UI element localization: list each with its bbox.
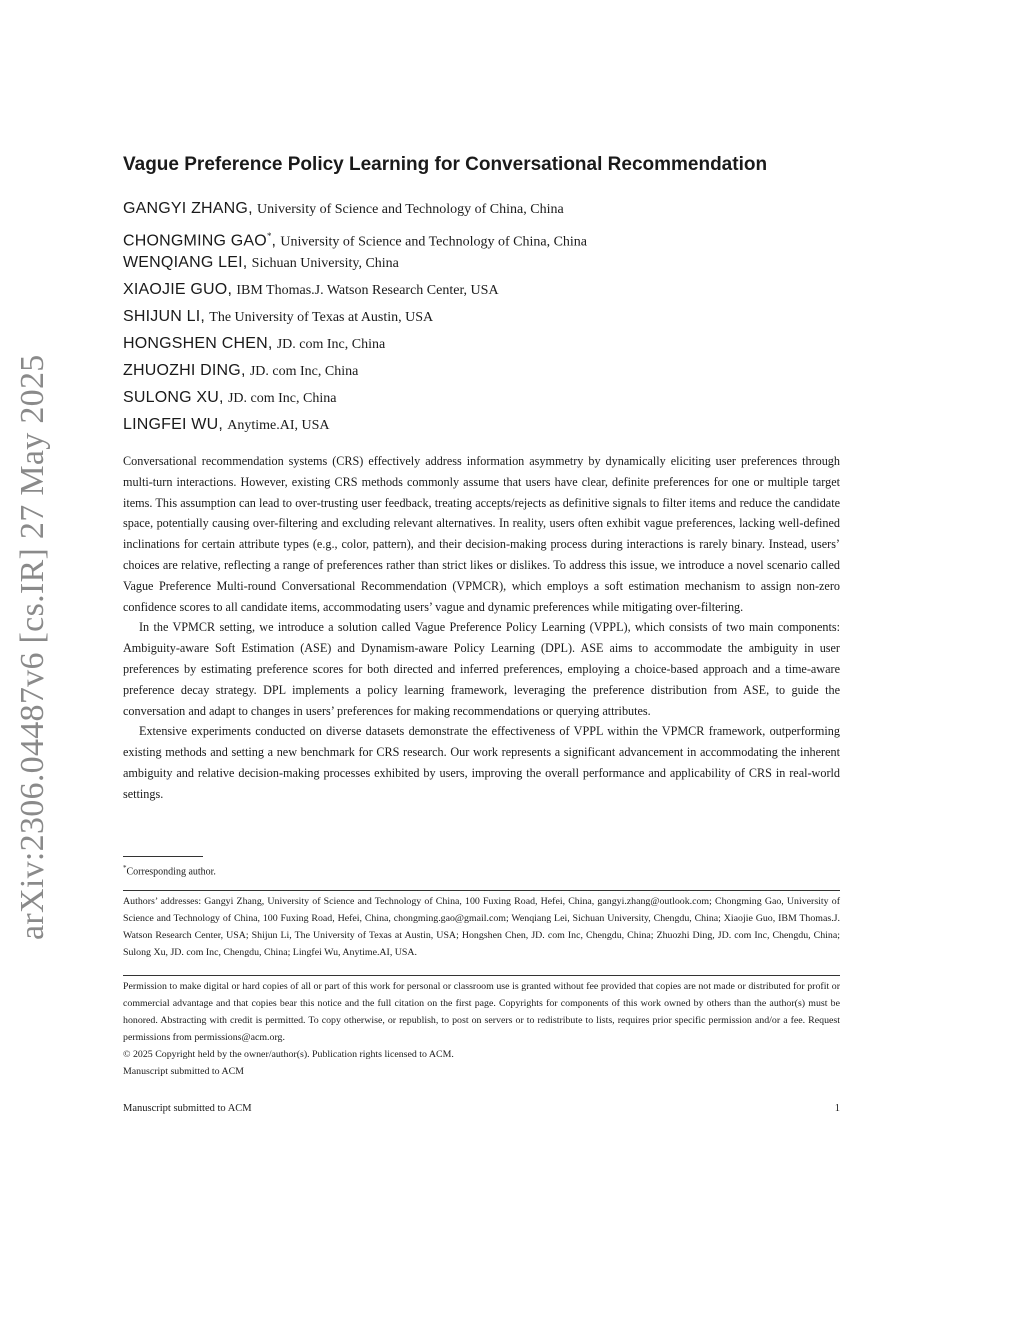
author-affiliation: JD. com Inc, China <box>249 364 359 379</box>
footnote-divider <box>123 856 203 857</box>
corresponding-author-footnote <box>123 861 216 879</box>
permissions-block <box>123 978 840 1080</box>
abstract-paragraph: Conversational recommendation systems (CRS) effectively address information asymmetry by dynamically eliciting user preferences through multi-turn interactions. However, existing CRS methods commonly assume that users have clear, definite preferences for one or multiple target items. This assumption can lead to over-trusting user feedback, treating accepts/rejects as definitive signals to filter items and reduce the candidate space, potentially causing over-filtering and excluding relevant alternatives. In reality, users often exhibit vague preferences, lacking well-defined inclinations for certain attribute types (e.g., color, pattern), and their decision-making process during interactions is rarely binary. Instead, users’ choices are relative, reflecting a range of preferences rather than strict likes or dislikes. To address this issue, we introduce a novel scenario called Vague Preference Multi-round Conversational Recommendation (VPMCR), which employs a soft estimation mechanism to assign non-zero confidence scores to all candidate items, accommodating users’ vague and dynamic preferences while mitigating over-filtering. <box>123 454 840 614</box>
author-name: ZHUOZHI DING <box>123 362 241 379</box>
author-addresses: Authors’ addresses: Gangyi Zhang, University of Science and Technology of China, 100 Fuxing Road, Hefei, China, gangyi.zhang@outlook.com; Chongming Gao, University of Science and Technology of China, 100 Fuxing Road, Hefei, China, chongming.gao@gmail.com; Wenqiang Lei, Sichuan University, Chengdu, China; Xiaojie Guo, IBM Thomas.J. Watson Research Center, USA; Shijun Li, The University of Texas at Austin, USA; Hongshen Chen, JD. com Inc, Chengdu, China; Zhuozhi Ding, JD. com Inc, Chengdu, China; Sulong Xu, JD. com Inc, Chengdu, China; Lingfei Wu, Anytime.AI, USA. <box>123 896 840 958</box>
author-name: SULONG XU <box>123 389 220 406</box>
author-affiliation: IBM Thomas.J. Watson Research Center, USA <box>236 283 499 298</box>
addresses-divider <box>123 890 840 891</box>
author-affiliation: The University of Texas at Austin, USA <box>209 310 434 325</box>
footer-venue: Manuscript submitted to ACM <box>123 1103 252 1114</box>
paper-title: Vague Preference Policy Learning for Conversational Recommendation <box>123 154 768 175</box>
author-list <box>123 197 840 440</box>
author-affiliation: JD. com Inc, China <box>276 337 386 352</box>
author-affiliation: Anytime.AI, USA <box>227 418 330 433</box>
author-entry: SHIJUN LI, The University of Texas at Austin, USA <box>123 308 434 325</box>
author-affiliation: University of Science and Technology of China, China <box>256 202 564 217</box>
permission-notice: Permission to make digital or hard copies of all or part of this work for personal or classroom use is granted without fee provided that copies are not made or distributed for profit or commercial advantage and that copies bear this notice and the full citation on the first page. Copyrights for components of this work owned by others than the author(s) must be honored. Abstracting with credit is permitted. To copy otherwise, or republish, to post on servers or to redistribute to lists, requires prior specific permission and/or a fee. Request permissions from permissions@acm.org. <box>123 981 840 1043</box>
author-entry: HONGSHEN CHEN, JD. com Inc, China <box>123 335 386 352</box>
page-number: 1 <box>834 1103 840 1114</box>
author-affiliation: JD. com Inc, China <box>227 391 337 406</box>
author-entry: CHONGMING GAO*, University of Science and Technology of China, China <box>123 231 588 250</box>
author-entry: SULONG XU, JD. com Inc, China <box>123 389 337 406</box>
author-entry: GANGYI ZHANG, University of Science and Technology of China, China <box>123 200 564 217</box>
author-name: SHIJUN LI <box>123 308 201 325</box>
author-affiliation: University of Science and Technology of China, China <box>280 234 588 250</box>
author-entry: WENQIANG LEI, Sichuan University, China <box>123 254 399 271</box>
corresponding-author-mark: * <box>266 231 272 241</box>
copyright-notice: © 2025 Copyright held by the owner/author(s). Publication rights licensed to ACM. <box>123 1049 454 1060</box>
abstract-paragraph: In the VPMCR setting, we introduce a solution called Vague Preference Policy Learning (VPPL), which consists of two main components: Ambiguity-aware Soft Estimation (ASE) and Dynamism-aware Policy Learning (DPL). ASE aims to accommodate the ambiguity in user preferences by estimating preference scores for both directed and inferred preferences, employing a choice-based approach and a time-aware preference decay strategy. DPL implements a policy learning framework, leveraging the preference distribution from ASE, to guide the conversation and adapt to changes in users’ preferences for making recommendations or querying attributes. <box>123 620 840 718</box>
footnote-mark: * <box>123 864 127 872</box>
author-affiliation: Sichuan University, China <box>251 256 399 271</box>
author-entry: LINGFEI WU, Anytime.AI, USA <box>123 416 330 433</box>
author-entry: ZHUOZHI DING, JD. com Inc, China <box>123 362 359 379</box>
author-name: HONGSHEN CHEN <box>123 335 268 352</box>
manuscript-note: Manuscript submitted to ACM <box>123 1066 244 1077</box>
author-name: GANGYI ZHANG <box>123 200 249 217</box>
abstract-paragraph: Extensive experiments conducted on diverse datasets demonstrate the effectiveness of VPPL within the VPMCR framework, outperforming existing methods and setting a new benchmark for CRS research. Our work represents a significant advancement in accommodating the inherent ambiguity and relative decision-making processes exhibited by users, improving the overall performance and applicability of CRS in real-world settings. <box>123 724 840 801</box>
abstract <box>123 451 840 805</box>
arxiv-identifier-stamp: arXiv:2306.04487v6 [cs.IR] 27 May 2025 <box>14 354 51 940</box>
author-name: LINGFEI WU <box>123 416 219 433</box>
author-name: CHONGMING GAO <box>123 232 267 250</box>
author-name: WENQIANG LEI <box>123 254 243 271</box>
author-entry: XIAOJIE GUO, IBM Thomas.J. Watson Research Center, USA <box>123 281 499 298</box>
author-name: XIAOJIE GUO <box>123 281 228 298</box>
permissions-divider <box>123 975 840 976</box>
footnote-text: Corresponding author. <box>126 866 216 878</box>
